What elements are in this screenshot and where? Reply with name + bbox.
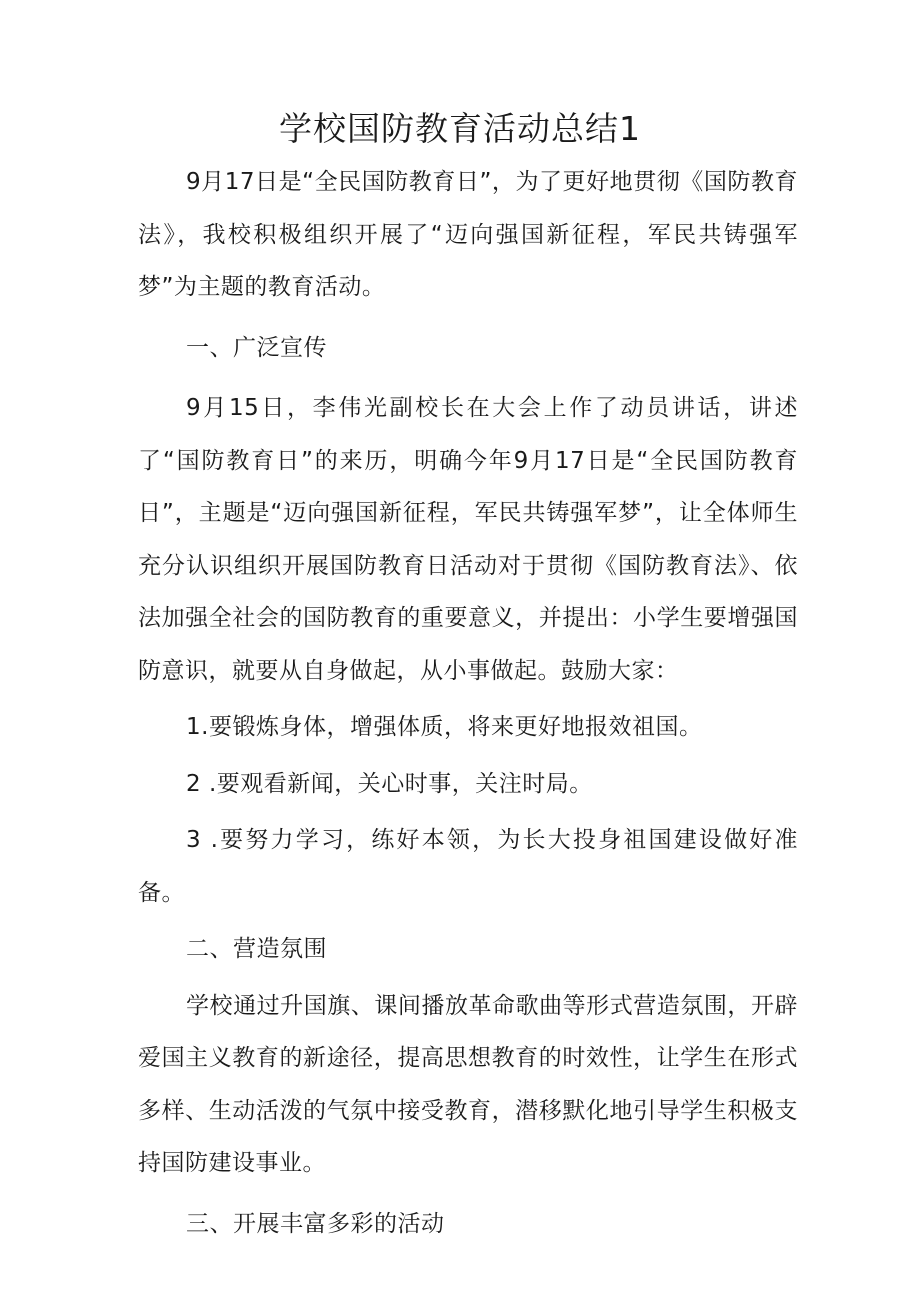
document-title: 学校国防教育活动总结1	[279, 109, 641, 148]
list-item-3: 3 .要努力学习，练好本领，为长大投身祖国建设做好准备。	[138, 827, 798, 906]
section-heading-3: 三、开展丰富多彩的活动	[186, 1210, 445, 1237]
intro-paragraph: 9月17日是“全民国防教育日”，为了更好地贯彻《国防教育法》，我校积极组织开展了“迈向强国新征程，军民共铸强军梦”为主题的教育活动。	[138, 169, 798, 300]
list-item-2: 2 .要观看新闻，关心时事，关注时局。	[186, 770, 593, 797]
section-heading-1: 一、广泛宣传	[186, 334, 327, 361]
section-heading-2: 二、营造氛围	[186, 936, 327, 962]
document-body	[138, 156, 798, 1250]
list-item-1: 1.要锻炼身体，增强体质，将来更好地报效祖国。	[186, 714, 703, 740]
section-1-paragraph: 9月15日，李伟光副校长在大会上作了动员讲话，讲述了“国防教育日”的来历，明确今年9月17日是“全民国防教育日”，主题是“迈向强国新征程，军民共铸强军梦”，让全体师生充分认识组织开展国防教育日活动对于贯彻《国防教育法》、依法加强全社会的国防教育的重要意义，并提出：小学生要增强国防意识，就要从自身做起，从小事做起。鼓励大家：	[138, 395, 798, 684]
section-2-paragraph: 学校通过升国旗、课间播放革命歌曲等形式营造氛围，开辟爱国主义教育的新途径，提高思想教育的时效性，让学生在形式多样、生动活泼的气氛中接受教育，潜移默化地引导学生积极支持国防建设事业。	[138, 992, 798, 1176]
